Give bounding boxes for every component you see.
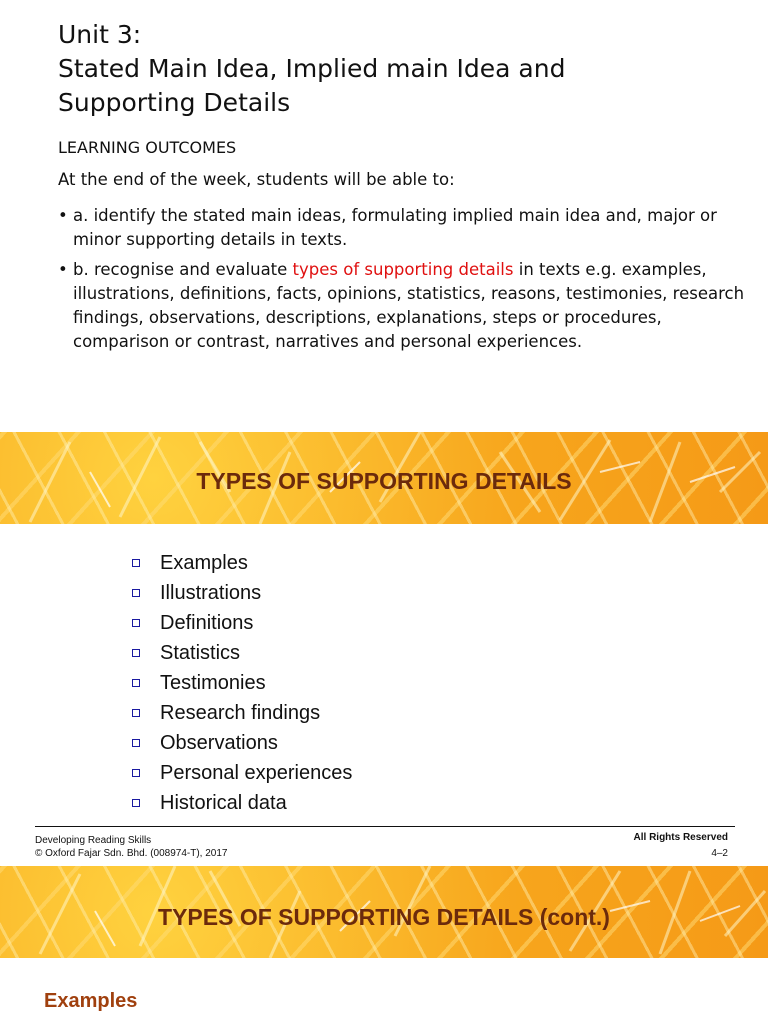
bullet-dot-icon: • — [58, 206, 68, 225]
learning-outcomes-heading: LEARNING OUTCOMES — [58, 138, 237, 157]
hollow-square-bullet-icon — [132, 799, 140, 807]
supporting-details-list — [130, 548, 352, 818]
outcome-b — [58, 258, 748, 354]
hollow-square-bullet-icon — [132, 559, 140, 567]
list-item — [130, 728, 352, 758]
list-item-label: Definitions — [160, 612, 254, 634]
examples-heading: Examples — [44, 990, 138, 1012]
hollow-square-bullet-icon — [132, 649, 140, 657]
bullet-dot-icon: • — [58, 260, 68, 279]
footer-rights — [634, 830, 728, 862]
list-item — [130, 758, 352, 788]
list-item-label: Research findings — [160, 702, 321, 724]
footer-credits — [35, 834, 227, 860]
outcome-a — [58, 204, 748, 252]
slide-1 — [0, 0, 768, 432]
footer-book-title: Developing Reading Skills — [35, 835, 152, 846]
list-item — [130, 698, 352, 728]
list-item-label: Illustrations — [160, 582, 262, 604]
footer-divider — [35, 826, 735, 827]
slide-3-banner — [0, 866, 768, 958]
list-item — [130, 608, 352, 638]
list-item-label: Observations — [160, 732, 278, 754]
section-title-cont: TYPES OF SUPPORTING DETAILS (cont.) — [158, 904, 610, 930]
slide-2-banner — [0, 432, 768, 524]
hollow-square-bullet-icon — [132, 709, 140, 717]
list-item — [130, 638, 352, 668]
list-item-label: Statistics — [160, 642, 241, 664]
list-item-label: Historical data — [160, 792, 287, 814]
list-item-label: Testimonies — [160, 672, 266, 694]
outcome-a-text: a. identify the stated main ideas, formulating implied main idea and, major or minor supporting details in texts. — [73, 206, 717, 249]
list-item — [130, 668, 352, 698]
list-item-label: Examples — [160, 552, 248, 574]
page-number: 4–2 — [711, 848, 728, 859]
hollow-square-bullet-icon — [132, 679, 140, 687]
title-line-2: Stated Main Idea, Implied main Idea and — [58, 54, 566, 83]
hollow-square-bullet-icon — [132, 739, 140, 747]
footer-rights-text: All Rights Reserved — [633, 832, 728, 843]
list-item — [130, 788, 352, 818]
list-item-label: Personal experiences — [160, 762, 353, 784]
list-item — [130, 548, 352, 578]
list-item — [130, 578, 352, 608]
hollow-square-bullet-icon — [132, 769, 140, 777]
hollow-square-bullet-icon — [132, 619, 140, 627]
hollow-square-bullet-icon — [132, 589, 140, 597]
outcome-list — [58, 204, 748, 360]
title-line-3: Supporting Details — [58, 88, 291, 117]
intro-text: At the end of the week, students will be able to: — [58, 170, 455, 189]
outcome-b-highlight: types of supporting details — [292, 260, 514, 279]
page-title — [58, 18, 565, 120]
footer-copyright: © Oxford Fajar Sdn. Bhd. (008974-T), 2017 — [35, 848, 228, 859]
title-line-1: Unit 3: — [58, 20, 142, 49]
outcome-b-text-end: in texts e.g. examples, illustrations, definitions, facts, opinions, statistics, reasons, testimonies, research findings, observations, descriptions, explanations, steps or procedures, comparison or contrast, narratives and personal experiences. — [73, 260, 745, 351]
section-title: TYPES OF SUPPORTING DETAILS — [196, 468, 572, 494]
outcome-b-text-start: b. recognise and evaluate — [73, 260, 293, 279]
